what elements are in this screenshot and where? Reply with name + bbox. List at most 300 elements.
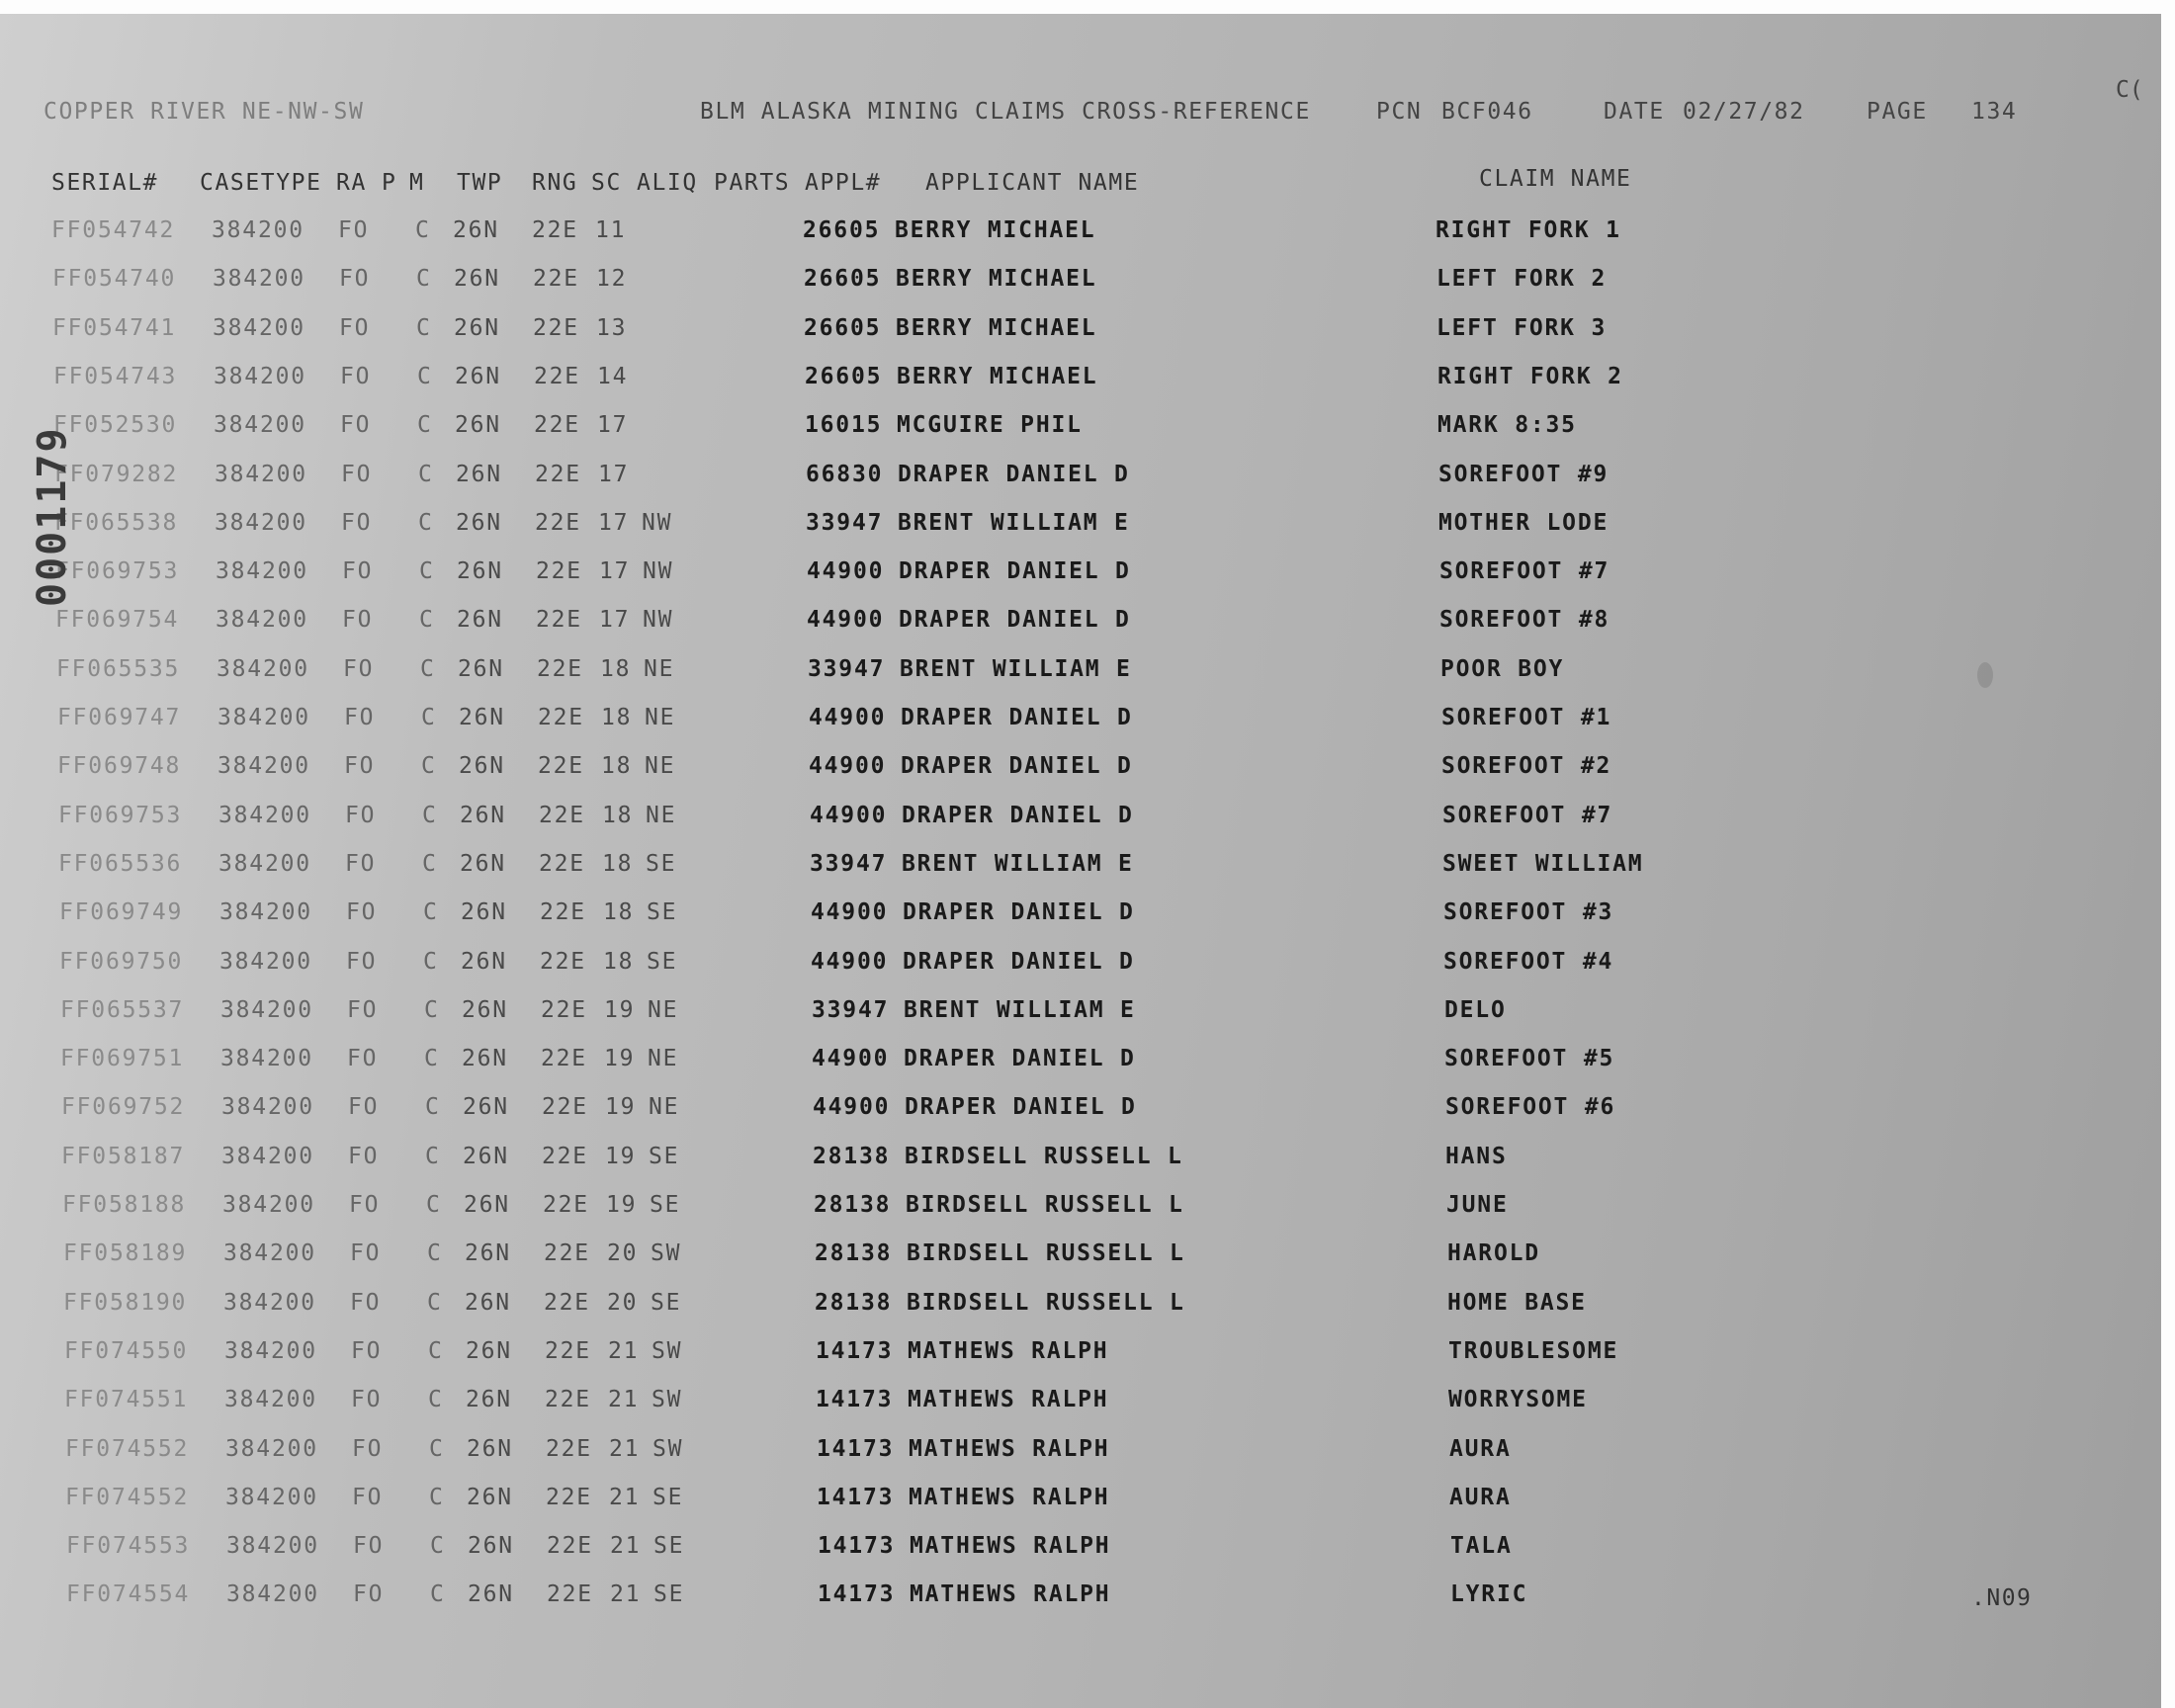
applicant-name: DRAPER DANIEL D: [902, 803, 1134, 828]
applicant-name: BIRDSELL RUSSELL L: [905, 1144, 1183, 1169]
table-row: [7, 803, 2161, 851]
application-number: 28138: [815, 1240, 893, 1266]
serial-number: FF069749: [59, 899, 184, 925]
serial-number: FF054743: [53, 364, 178, 389]
col-ra: RA: [336, 170, 367, 196]
claim-name: JUNE: [1446, 1192, 1509, 1218]
section: 20: [607, 1240, 639, 1266]
m-code: C: [415, 217, 431, 243]
case-type: 384200: [213, 315, 305, 341]
section: 17: [597, 412, 629, 438]
m-code: C: [422, 803, 438, 828]
ra-code: FO: [338, 217, 370, 243]
ra-code: FO: [350, 1290, 382, 1316]
applicant-name: DRAPER DANIEL D: [903, 949, 1135, 975]
table-row: [4, 607, 2161, 655]
claim-name: HOME BASE: [1447, 1290, 1587, 1316]
applicant-name: DRAPER DANIEL D: [901, 753, 1133, 779]
table-row: [15, 1581, 2161, 1630]
aliquot: SW: [652, 1338, 683, 1364]
serial-number: FF069752: [61, 1094, 186, 1120]
m-code: C: [426, 1192, 442, 1218]
serial-number: FF079282: [54, 462, 179, 487]
application-number: 16015: [805, 412, 883, 438]
range: 22E: [532, 217, 578, 243]
range: 22E: [540, 899, 586, 925]
serial-number: FF058189: [63, 1240, 188, 1266]
m-code: C: [427, 1240, 443, 1266]
applicant-name: MATHEWS RALPH: [909, 1436, 1110, 1462]
table-row: [10, 1094, 2161, 1143]
col-m: M: [409, 170, 425, 196]
township: 26N: [461, 899, 507, 925]
claim-name: DELO: [1444, 997, 1507, 1023]
claim-name: TALA: [1450, 1533, 1513, 1559]
col-rng: RNG: [532, 170, 578, 196]
claim-name: LYRIC: [1450, 1581, 1528, 1607]
claim-name: SOREFOOT #7: [1439, 558, 1610, 584]
range: 22E: [547, 1533, 593, 1559]
application-number: 44900: [813, 1094, 891, 1120]
m-code: C: [424, 1046, 440, 1071]
case-type: 384200: [217, 656, 309, 682]
case-type: 384200: [225, 1485, 318, 1510]
claim-name: SWEET WILLIAM: [1442, 851, 1644, 877]
aliquot: NW: [643, 607, 674, 633]
case-type: 384200: [218, 851, 311, 877]
m-code: C: [425, 1094, 441, 1120]
application-number: 44900: [809, 705, 887, 730]
case-type: 384200: [221, 1094, 314, 1120]
area-label: COPPER RIVER NE-NW-SW: [44, 99, 365, 125]
aliquot: SE: [651, 1290, 682, 1316]
claim-name: LEFT FORK 3: [1436, 315, 1608, 341]
table-row: [9, 1046, 2161, 1094]
ra-code: FO: [346, 899, 378, 925]
case-type: 384200: [215, 510, 307, 536]
township: 26N: [458, 656, 504, 682]
applicant-name: BRENT WILLIAM E: [902, 851, 1134, 877]
serial-number: FF069750: [59, 949, 184, 975]
serial-number: FF054740: [52, 266, 177, 292]
application-number: 44900: [812, 1046, 890, 1071]
applicant-name: BIRDSELL RUSSELL L: [906, 1192, 1184, 1218]
ra-code: FO: [352, 1436, 384, 1462]
serial-number: FF069754: [55, 607, 180, 633]
ra-code: FO: [353, 1581, 385, 1607]
township: 26N: [457, 607, 503, 633]
section: 11: [595, 217, 627, 243]
footer-code: .N09: [1971, 1585, 2033, 1611]
m-code: C: [419, 607, 435, 633]
application-number: 44900: [811, 949, 889, 975]
aliquot: SE: [650, 1192, 681, 1218]
case-type: 384200: [212, 217, 304, 243]
section: 19: [606, 1192, 638, 1218]
township: 26N: [456, 462, 502, 487]
claim-name: AURA: [1449, 1485, 1512, 1510]
applicant-name: BERRY MICHAEL: [897, 364, 1098, 389]
township: 26N: [454, 315, 500, 341]
serial-number: FF069747: [57, 705, 182, 730]
serial-number: FF074552: [65, 1436, 190, 1462]
application-number: 44900: [810, 803, 888, 828]
applicant-name: BIRDSELL RUSSELL L: [907, 1290, 1185, 1316]
section: 21: [610, 1533, 642, 1559]
case-type: 384200: [218, 753, 310, 779]
m-code: C: [428, 1338, 444, 1364]
serial-number: FF054742: [51, 217, 176, 243]
township: 26N: [465, 1290, 511, 1316]
m-code: C: [417, 364, 433, 389]
aliquot: SE: [653, 1581, 685, 1607]
claim-name: AURA: [1449, 1436, 1512, 1462]
range: 22E: [544, 1240, 590, 1266]
table-row: [13, 1338, 2161, 1387]
pcn-label: PCN: [1376, 99, 1423, 125]
township: 26N: [463, 1144, 509, 1169]
range: 22E: [533, 266, 579, 292]
case-type: 384200: [223, 1290, 316, 1316]
m-code: C: [416, 266, 432, 292]
range: 22E: [541, 1046, 587, 1071]
m-code: C: [429, 1436, 445, 1462]
case-type: 384200: [220, 1046, 313, 1071]
range: 22E: [541, 997, 587, 1023]
m-code: C: [417, 412, 433, 438]
applicant-name: MATHEWS RALPH: [908, 1387, 1109, 1412]
m-code: C: [423, 949, 439, 975]
claim-name: RIGHT FORK 2: [1437, 364, 1623, 389]
applicant-name: DRAPER DANIEL D: [903, 899, 1135, 925]
table-row: [8, 899, 2161, 948]
applicant-name: MCGUIRE PHIL: [897, 412, 1083, 438]
m-code: C: [423, 899, 439, 925]
section: 19: [605, 1144, 637, 1169]
table-row: [6, 753, 2161, 802]
township: 26N: [453, 217, 499, 243]
table-row: [11, 1192, 2161, 1240]
case-type: 384200: [215, 462, 307, 487]
m-code: C: [418, 510, 434, 536]
section: 19: [604, 997, 636, 1023]
table-row: [5, 656, 2161, 705]
township: 26N: [465, 1240, 511, 1266]
table-row: [0, 217, 2161, 266]
applicant-name: DRAPER DANIEL D: [898, 462, 1130, 487]
claim-name: HAROLD: [1447, 1240, 1540, 1266]
m-code: C: [428, 1387, 444, 1412]
section: 21: [609, 1485, 641, 1510]
applicant-name: DRAPER DANIEL D: [905, 1094, 1137, 1120]
section: 18: [603, 899, 635, 925]
range: 22E: [543, 1192, 589, 1218]
applicant-name: DRAPER DANIEL D: [899, 607, 1131, 633]
applicant-name: DRAPER DANIEL D: [904, 1046, 1136, 1071]
township: 26N: [455, 364, 501, 389]
claim-name: MARK 8:35: [1437, 412, 1577, 438]
date-label: DATE: [1604, 99, 1665, 125]
ra-code: FO: [342, 607, 374, 633]
case-type: 384200: [218, 803, 311, 828]
range: 22E: [535, 510, 581, 536]
serial-number: FF074550: [64, 1338, 189, 1364]
claim-name: SOREFOOT #3: [1443, 899, 1614, 925]
aliquot: NE: [649, 1094, 680, 1120]
serial-number: FF069753: [58, 803, 183, 828]
case-type: 384200: [214, 364, 306, 389]
table-row: [3, 462, 2161, 510]
claim-name: SOREFOOT #8: [1439, 607, 1610, 633]
section: 20: [607, 1290, 639, 1316]
m-code: C: [430, 1533, 446, 1559]
case-type: 384200: [222, 1192, 315, 1218]
applicant-name: MATHEWS RALPH: [909, 1485, 1110, 1510]
section: 18: [603, 949, 635, 975]
table-row: [7, 851, 2161, 899]
application-number: 28138: [814, 1192, 892, 1218]
claim-name: SOREFOOT #5: [1444, 1046, 1615, 1071]
range: 22E: [536, 607, 582, 633]
serial-number: FF054741: [52, 315, 177, 341]
table-row: [15, 1533, 2161, 1581]
m-code: C: [419, 558, 435, 584]
table-row: [6, 705, 2161, 753]
ra-code: FO: [345, 851, 377, 877]
aliquot: SE: [647, 899, 678, 925]
township: 26N: [456, 510, 502, 536]
range: 22E: [539, 803, 585, 828]
section: 13: [596, 315, 628, 341]
section: 21: [608, 1338, 640, 1364]
section: 18: [601, 753, 633, 779]
claim-name: MOTHER LODE: [1438, 510, 1610, 536]
date-value: 02/27/82: [1683, 99, 1805, 125]
m-code: C: [422, 851, 438, 877]
col-applicant: APPLICANT NAME: [925, 170, 1140, 196]
ra-code: FO: [351, 1338, 383, 1364]
case-type: 384200: [219, 949, 312, 975]
aliquot: NE: [645, 705, 676, 730]
range: 22E: [539, 851, 585, 877]
aliquot: SE: [646, 851, 677, 877]
ra-code: FO: [343, 656, 375, 682]
range: 22E: [546, 1485, 592, 1510]
aliquot: NW: [643, 558, 674, 584]
case-type: 384200: [223, 1240, 316, 1266]
township: 26N: [463, 1094, 509, 1120]
m-code: C: [427, 1290, 443, 1316]
range: 22E: [546, 1436, 592, 1462]
section: 21: [608, 1387, 640, 1412]
section: 18: [602, 803, 634, 828]
township: 26N: [457, 558, 503, 584]
claim-name: SOREFOOT #6: [1445, 1094, 1616, 1120]
township: 26N: [461, 949, 507, 975]
claim-name: SOREFOOT #9: [1438, 462, 1610, 487]
application-number: 26605: [803, 217, 881, 243]
section: 17: [599, 558, 631, 584]
section: 18: [600, 656, 632, 682]
m-code: C: [418, 462, 434, 487]
claim-name: WORRYSOME: [1448, 1387, 1588, 1412]
case-type: 384200: [218, 705, 310, 730]
township: 26N: [459, 753, 505, 779]
township: 26N: [455, 412, 501, 438]
table-row: [12, 1240, 2161, 1289]
application-number: 26605: [804, 315, 882, 341]
serial-number: FF074553: [66, 1533, 191, 1559]
section: 21: [609, 1436, 641, 1462]
application-number: 33947: [812, 997, 890, 1023]
application-number: 44900: [811, 899, 889, 925]
table-row: [1, 266, 2161, 314]
township: 26N: [466, 1338, 512, 1364]
table-row: [10, 1144, 2161, 1192]
range: 22E: [542, 1144, 588, 1169]
range: 22E: [533, 315, 579, 341]
m-code: C: [429, 1485, 445, 1510]
range: 22E: [538, 705, 584, 730]
application-number: 14173: [816, 1338, 894, 1364]
case-type: 384200: [224, 1387, 317, 1412]
applicant-name: DRAPER DANIEL D: [899, 558, 1131, 584]
township: 26N: [464, 1192, 510, 1218]
m-code: C: [430, 1581, 446, 1607]
aliquot: SE: [647, 949, 678, 975]
ra-code: FO: [339, 315, 371, 341]
col-claim: CLAIM NAME: [1479, 166, 1632, 192]
m-code: C: [424, 997, 440, 1023]
applicant-name: DRAPER DANIEL D: [901, 705, 1133, 730]
table-row: [9, 997, 2161, 1046]
application-number: 14173: [818, 1533, 896, 1559]
aliquot: NE: [645, 753, 676, 779]
application-number: 14173: [816, 1387, 894, 1412]
col-p: P: [382, 170, 397, 196]
section: 19: [604, 1046, 636, 1071]
serial-number: FF065538: [54, 510, 179, 536]
application-number: 14173: [817, 1485, 895, 1510]
applicant-name: BRENT WILLIAM E: [904, 997, 1136, 1023]
application-number: 28138: [815, 1290, 893, 1316]
ra-code: FO: [350, 1240, 382, 1266]
claim-name: SOREFOOT #7: [1442, 803, 1613, 828]
range: 22E: [542, 1094, 588, 1120]
section: 17: [598, 510, 630, 536]
serial-number: FF069753: [55, 558, 180, 584]
claim-name: HANS: [1445, 1144, 1508, 1169]
range: 22E: [534, 412, 580, 438]
serial-number: FF052530: [53, 412, 178, 438]
aliquot: SW: [651, 1240, 682, 1266]
section: 21: [610, 1581, 642, 1607]
applicant-name: BRENT WILLIAM E: [898, 510, 1130, 536]
aliquot: NW: [642, 510, 673, 536]
serial-number: FF069748: [57, 753, 182, 779]
application-number: 44900: [807, 607, 885, 633]
ra-code: FO: [340, 412, 372, 438]
range: 22E: [537, 656, 583, 682]
table-row: [14, 1436, 2161, 1485]
ra-code: FO: [353, 1533, 385, 1559]
section: 18: [601, 705, 633, 730]
ra-code: FO: [344, 753, 376, 779]
serial-number: FF074554: [66, 1581, 191, 1607]
serial-number: FF065535: [56, 656, 181, 682]
claim-name: RIGHT FORK 1: [1436, 217, 1621, 243]
ra-code: FO: [352, 1485, 384, 1510]
ra-code: FO: [340, 364, 372, 389]
col-twp: TWP: [457, 170, 503, 196]
aliquot: NE: [644, 656, 675, 682]
application-number: 26605: [804, 266, 882, 292]
ink-smudge: [1977, 662, 1993, 688]
applicant-name: MATHEWS RALPH: [910, 1581, 1111, 1607]
aliquot: NE: [648, 997, 679, 1023]
township: 26N: [466, 1387, 512, 1412]
claim-name: SOREFOOT #4: [1443, 949, 1614, 975]
applicant-name: MATHEWS RALPH: [910, 1533, 1111, 1559]
case-type: 384200: [226, 1533, 319, 1559]
serial-number: FF058188: [62, 1192, 187, 1218]
claim-name: POOR BOY: [1440, 656, 1565, 682]
applicant-name: BERRY MICHAEL: [895, 217, 1096, 243]
township: 26N: [467, 1485, 513, 1510]
aliquot: NE: [648, 1046, 679, 1071]
m-code: C: [425, 1144, 441, 1169]
range: 22E: [538, 753, 584, 779]
ra-code: FO: [348, 1144, 380, 1169]
table-row: [12, 1290, 2161, 1338]
application-number: 33947: [808, 656, 886, 682]
m-code: C: [421, 705, 437, 730]
township: 26N: [460, 803, 506, 828]
aliquot: NE: [646, 803, 677, 828]
claim-name: TROUBLESOME: [1448, 1338, 1619, 1364]
col-casetype: CASETYPE: [200, 170, 322, 196]
application-number: 44900: [809, 753, 887, 779]
ra-code: FO: [347, 1046, 379, 1071]
page-label: PAGE: [1867, 99, 1928, 125]
township: 26N: [468, 1533, 514, 1559]
col-sc: SC: [591, 170, 622, 196]
printout-sheet: [0, 14, 2161, 1708]
pcn-value: BCF046: [1441, 99, 1533, 125]
claim-name: SOREFOOT #1: [1441, 705, 1612, 730]
range: 22E: [535, 462, 581, 487]
ra-code: FO: [347, 997, 379, 1023]
serial-number: FF069751: [60, 1046, 185, 1071]
claim-name: LEFT FORK 2: [1436, 266, 1608, 292]
section: 19: [605, 1094, 637, 1120]
serial-number: FF065536: [58, 851, 183, 877]
case-type: 384200: [224, 1338, 317, 1364]
application-number: 33947: [810, 851, 888, 877]
section: 17: [598, 462, 630, 487]
applicant-name: BRENT WILLIAM E: [900, 656, 1132, 682]
case-type: 384200: [219, 899, 312, 925]
range: 22E: [545, 1338, 591, 1364]
table-row: [1, 315, 2161, 364]
ra-code: FO: [341, 510, 373, 536]
ra-code: FO: [346, 949, 378, 975]
col-serial: SERIAL#: [51, 170, 159, 196]
applicant-name: MATHEWS RALPH: [908, 1338, 1109, 1364]
col-appl: APPL#: [805, 170, 882, 196]
serial-number: FF074551: [64, 1387, 189, 1412]
ra-code: FO: [349, 1192, 381, 1218]
